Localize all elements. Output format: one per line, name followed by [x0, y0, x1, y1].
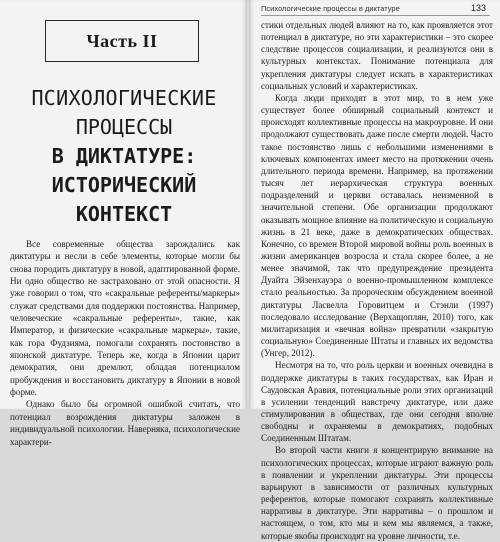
paragraph: Во второй части книги я концентрирую внимание на психологических процессах, которые играют важную роль в появлении и укреплении диктатуры. Эти процессы варьируют в зависимости от различных культурных референтов, которые помогают сохранять коллективные нарративы в диктатуре. Эти нарративы – о прошлом и настоящем, о том, кто мы и кем мы являемся, а также, которые якобы происходят на уровне личности, т.е. [261, 445, 493, 541]
paragraph: стики отдельных людей влияют на то, как проявляется этот потенциал в диктатуре, но эти характеристики – это скорее следствие процессов социализации, и реализуются они в культурных контекстах. Понимание потенциала для укрепления диктатуры следует искать в характеристиках социальных условий и характеристиках. [261, 20, 493, 91]
paragraph: Однако было бы огромной ошибкой считать, что потенциал возрождения диктатуры заложен в индивидуальной психологии. Наверняка, психологические характери- [10, 399, 240, 447]
part-label: Часть II [45, 20, 199, 62]
left-body-text [10, 238, 240, 448]
page-number: 133 [470, 3, 486, 13]
right-body-text [261, 19, 493, 542]
left-page [0, 0, 247, 447]
chapter-title-line: ПРОЦЕССЫ [75, 115, 173, 139]
chapter-title-line: В ДИКТАТУРЕ: [51, 144, 197, 168]
paragraph: Все современные общества зарождались как диктатуры и несли в себе элементы, которые могли бы снова породить диктатуру в новой, адаптированной форме. Ни одно общество не застраховано от этой опасности. Я уже говорил о том, что «сакральные референты/маркеры» служат средствами для поддержки постоянства. Например, человеческие «сакральные референты», такие, как Император, и физические «сакральные маркеры», такие, как гора Фудзияма, помогали сохранять постоянство в японской диктатуре. Теперь же, когда в Японии царит демократия, они дремлют, обладая потенциалом пробуждения и восстановить диктатуру в Японии в новой форме. [10, 239, 240, 398]
header-rule [261, 15, 490, 16]
chapter-title [8, 84, 240, 229]
chapter-title-line: КОНТЕКСТ [75, 202, 173, 226]
paragraph: Когда люди приходят в этот мир, то в нем уже существует более обширный социальный контекст и происходят коллективные процессы на макроуровне. И они продолжают существовать даже после смерти людей. Часто такое постоянство лишь с небольшими изменениями в ключевых компонентах имеет место на протяжении очень длительного периода времени. Например, на протяжении тысяч лет иерархическая структура военных подразделений и церкви оставалась неизменной в значительной степени. Обе организации продолжают оказывать мощное влияние на политическую и социальную жизнь в 21 веке, даже в демократических обществах. Конечно, со времен Второй мировой войны роль военных в жизни американцев возросла и стала скорее более, а не менее значимой, так что предупреждение президента Дуайта Эйзенхауэра о военно-промышленном комплексе стало реальностью. За пророческим обсуждением военной диктатуры Ласвелла Горовитцем и Стэнли (1997) последовало исследование (Верхащоплян, 2010) того, как милитаризация и «вечная война» превратили «закрытую социальную» Соединенные Штаты и главных их ведомства (Унгер, 2012). [261, 92, 493, 359]
paragraph: Несмотря на то, что роль церкви и военных очевидна в поддержке диктатуры в таких государствах, как Иран и Саудовская Аравия, потенциальные роли этих организаций в усилении тенденций навстречу диктатуре, или даже стимулирования в обществах, где они сегодня вполне свободны и охраняемы в демократиях, подобных Соединенным Штатам. [261, 360, 493, 444]
chapter-title-line: ПСИХОЛОГИЧЕСКИЕ [31, 86, 217, 110]
right-page [249, 0, 500, 541]
chapter-title-line: ИСТОРИЧЕСКИЙ [51, 173, 197, 197]
running-head: Психологические процессы в диктатуре [261, 4, 400, 13]
